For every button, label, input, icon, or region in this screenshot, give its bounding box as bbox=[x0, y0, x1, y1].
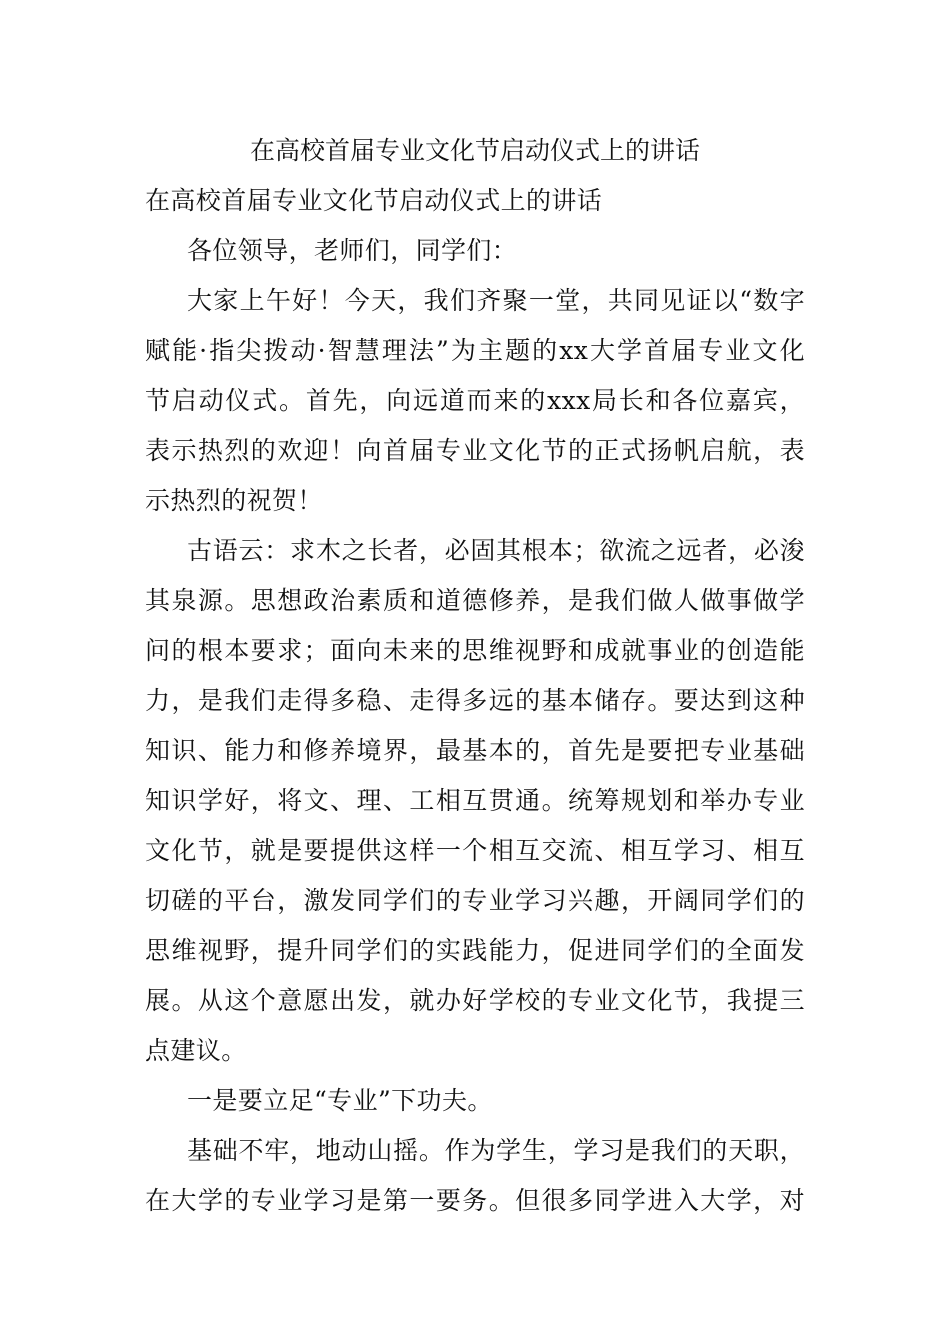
subtitle-line: 在高校首届专业文化节启动仪式上的讲话 bbox=[145, 186, 603, 215]
salutation-line: 各位领导，老师们，同学们： bbox=[187, 236, 518, 265]
text-line: 古语云：求木之长者，必固其根本；欲流之远者，必浚 bbox=[187, 536, 805, 565]
text-line: 知识、能力和修养境界，最基本的，首先是要把专业基础 bbox=[145, 736, 805, 765]
text-line: 展。从这个意愿出发，就办好学校的专业文化节，我提三 bbox=[145, 986, 805, 1015]
text-line: 节启动仪式。首先，向远道而来的xxx局长和各位嘉宾， bbox=[145, 386, 805, 415]
text-line: 大家上午好！今天，我们齐聚一堂，共同见证以“数字 bbox=[187, 286, 805, 315]
text-line: 文化节，就是要提供这样一个相互交流、相互学习、相互 bbox=[145, 836, 805, 865]
text-line: 赋能·指尖拨动·智慧理法”为主题的xx大学首届专业文化 bbox=[145, 336, 805, 365]
text-line: 问的根本要求；面向未来的思维视野和成就事业的创造能 bbox=[145, 636, 805, 665]
text-line: 表示热烈的欢迎！向首届专业文化节的正式扬帆启航，表 bbox=[145, 436, 805, 465]
document-title: 在高校首届专业文化节启动仪式上的讲话 bbox=[249, 136, 700, 165]
text-line: 其泉源。思想政治素质和道德修养，是我们做人做事做学 bbox=[145, 586, 805, 615]
text-line: 示热烈的祝贺！ bbox=[145, 486, 323, 515]
text-line: 知识学好，将文、理、工相互贯通。统筹规划和举办专业 bbox=[145, 786, 805, 815]
text-line: 点建议。 bbox=[145, 1036, 247, 1065]
text-line: 思维视野，提升同学们的实践能力，促进同学们的全面发 bbox=[145, 936, 805, 965]
text-line: 切磋的平台，激发同学们的专业学习兴趣，开阔同学们的 bbox=[145, 886, 805, 915]
text-line: 基础不牢，地动山摇。作为学生，学习是我们的天职， bbox=[187, 1136, 805, 1165]
text-line: 力，是我们走得多稳、走得多远的基本储存。要达到这种 bbox=[145, 686, 805, 715]
section-heading: 一是要立足“专业”下功夫。 bbox=[187, 1086, 493, 1115]
text-line: 在大学的专业学习是第一要务。但很多同学进入大学，对 bbox=[145, 1186, 805, 1215]
